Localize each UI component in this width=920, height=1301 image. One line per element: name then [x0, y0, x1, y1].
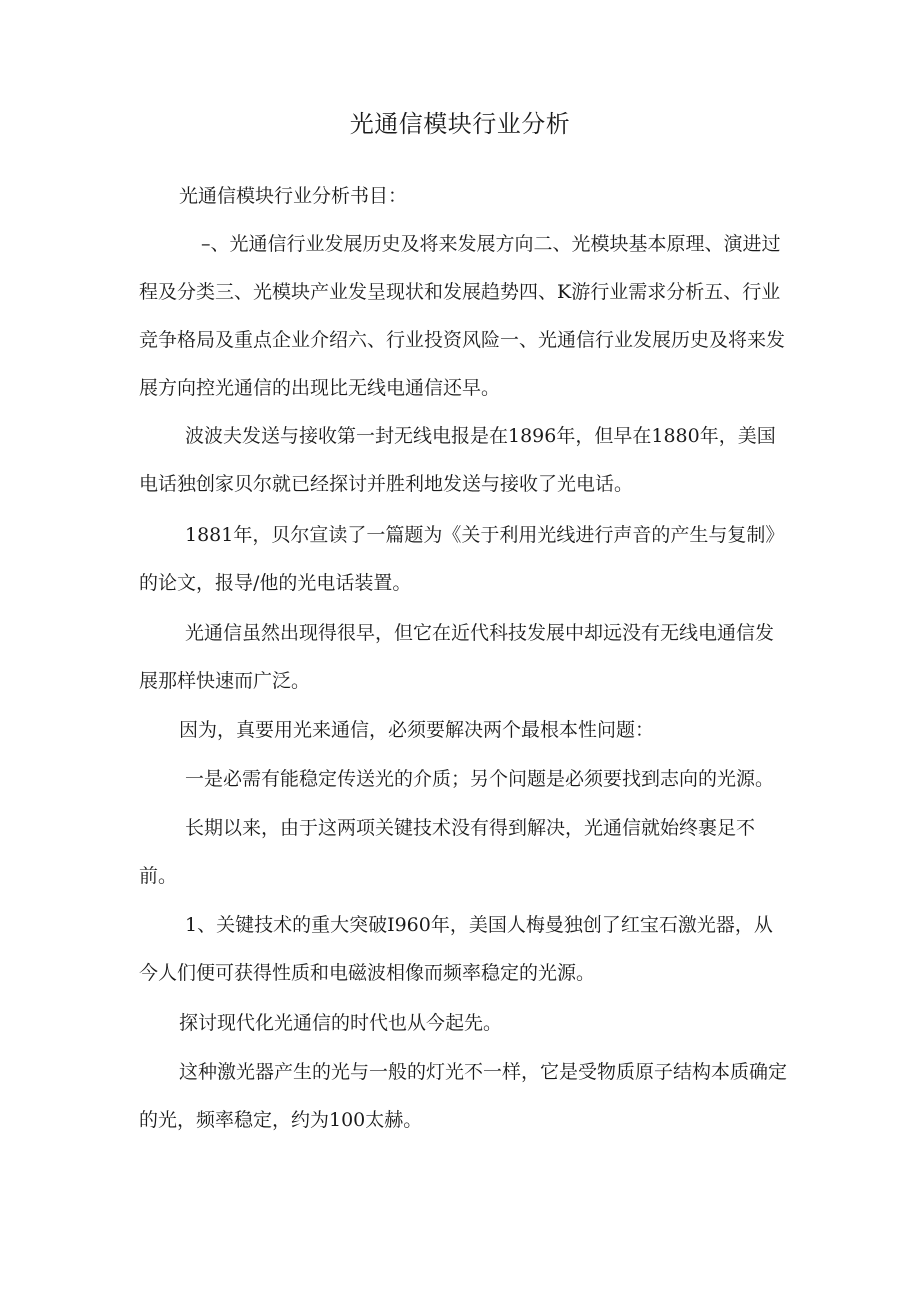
paragraph-medium-and-source: 一是必需有能稳定传送光的介质；另个问题是必须要找到志向的光源。	[185, 768, 775, 790]
paragraph-toc-heading: 光通信模块行业分析书目：	[179, 185, 408, 207]
paragraph-laser-breakthrough: 1、关键技术的重大突破I960年，美国人梅曼独创了红宝石激光器，从今人们便可获得性质和电磁波相像而频率稳定的光源。	[139, 914, 773, 984]
document-title: 光通信模块行业分析	[349, 110, 571, 138]
paragraph-modern-era: 探讨现代化光通信的时代也从今起先。	[179, 1012, 503, 1034]
paragraph-bell-1881: 1881年，贝尔宣读了一篇题为《关于利用光线进行声音的产生与复制》的论文，报导/他的光电话装置。	[139, 524, 785, 594]
paragraph-laser-properties: 这种激光器产生的光与一般的灯光不一样，它是受物质原子结构本质确定的光，频率稳定，约为100太赫。	[139, 1061, 788, 1131]
paragraph-early-history: 光通信虽然出现得很早，但它在近代科技发展中却远没有无线电通信发展那样快速而广泛。	[139, 622, 775, 692]
paragraph-popov: 波波夫发送与接收第一封无线电报是在1896年，但早在1880年，美国电话独创家贝尔就已经探讨并胜利地发送与接收了光电话。	[139, 425, 776, 495]
paragraph-two-problems: 因为，真要用光来通信，必须要解决两个最根本性问题：	[179, 719, 655, 741]
paragraph-stagnation: 长期以来，由于这两项关键技术没有得到解决，光通信就始终裹足不前。	[139, 817, 756, 887]
paragraph-toc-body: –、光通信行业发展历史及将来发展方向二、光模块基本原理、演进过程及分类三、光模块产业发呈现状和发展趋势四、K游行业需求分析五、行业竞争格局及重点企业介绍六、行业投资风险一、光通信行业发展历史及将来发展方向控光通信的出现比无线电通信还早。	[139, 233, 786, 399]
